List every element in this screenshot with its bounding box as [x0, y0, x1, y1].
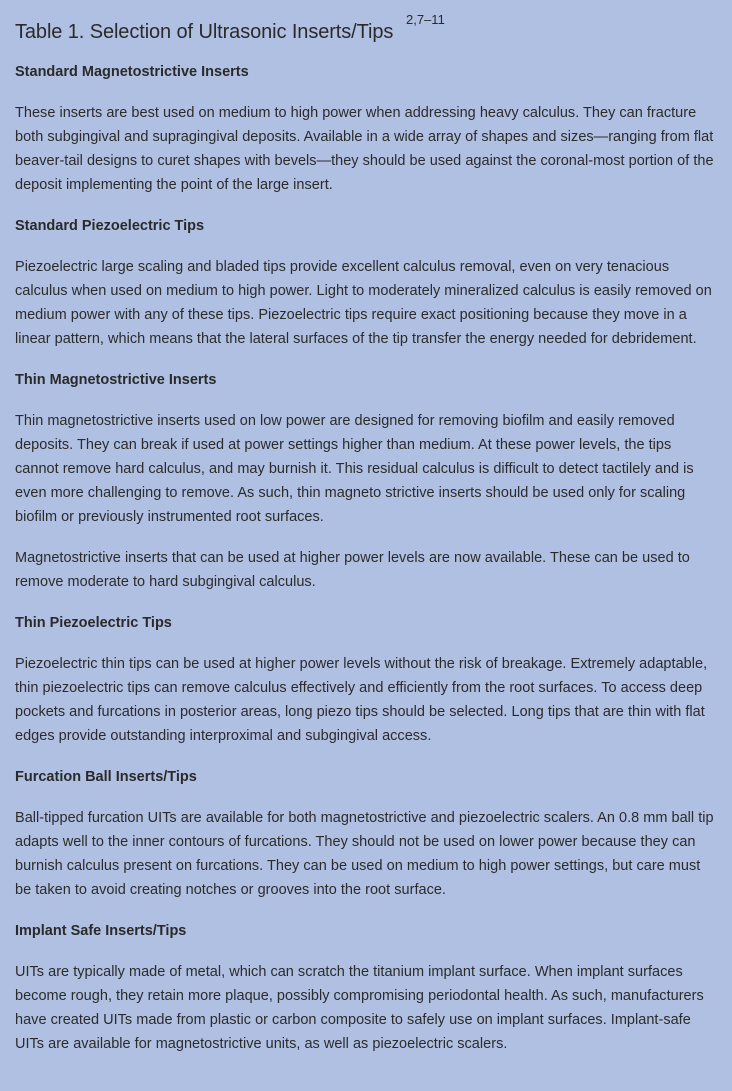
- section-paragraph: Magnetostrictive inserts that can be used at higher power levels are now available. These can be used to remove moderate to hard subgingival calculus.: [15, 550, 690, 590]
- section-paragraph: Piezoelectric large scaling and bladed tips provide excellent calculus removal, even on very tenacious calculus when used on medium to high power. Light to moderately mineralized calculus is easily removed on medium power with any of these tips. Piezoelectric tips require exact positioning because they move in a linear pattern, which means that the lateral surfaces of the tip transfer the energy needed for debridement.: [15, 259, 712, 347]
- section-standard-magnetostrictive: [15, 60, 718, 197]
- section-paragraph: UITs are typically made of metal, which can scratch the titanium implant surface. When implant surfaces become rough, they retain more plaque, possibly compromising periodontal health. As such, manufacturers have created UITs made from plastic or carbon composite to safely use on implant surfaces. Implant-safe UITs are available for magnetostrictive units, as well as piezoelectric scalers.: [15, 964, 704, 1052]
- section-heading: Thin Piezoelectric Tips: [15, 615, 172, 631]
- section-paragraph: Piezoelectric thin tips can be used at higher power levels without the risk of breakage. Extremely adaptable, thin piezoelectric tips can remove calculus effectively and efficiently from the root surfaces. To access deep pockets and furcations in posterior areas, long piezo tips should be selected. Long tips that are thin with flat edges provide outstanding interproximal and subgingival access.: [15, 656, 708, 744]
- title-reference-superscript: 2,7–11: [406, 12, 445, 27]
- section-thin-magnetostrictive: [15, 368, 718, 594]
- section-paragraph: Thin magnetostrictive inserts used on low power are designed for removing biofilm and easily removed deposits. They can break if used at power settings higher than medium. At these power levels, the tips cannot remove hard calculus, and may burnish it. This residual calculus is difficult to detect tactilely and is even more challenging to remove. As such, thin magneto strictive inserts should be used only for scaling biofilm or previously instrumented root surfaces.: [15, 413, 694, 525]
- section-implant-safe: [15, 919, 718, 1056]
- title-row: [15, 10, 718, 46]
- section-heading: Implant Safe Inserts/Tips: [15, 923, 187, 939]
- table-title: Table 1. Selection of Ultrasonic Inserts/Tips: [15, 21, 394, 43]
- section-standard-piezoelectric: [15, 214, 718, 351]
- section-thin-piezoelectric: [15, 611, 718, 748]
- section-paragraph: These inserts are best used on medium to high power when addressing heavy calculus. They can fracture both subgingival and supragingival deposits. Available in a wide array of shapes and sizes—ranging from flat beaver-tail designs to curet shapes with bevels—they should be used against the coronal-most portion of the deposit implementing the point of the large insert.: [15, 105, 714, 193]
- section-paragraph: Ball-tipped furcation UITs are available for both magnetostrictive and piezoelectric scalers. An 0.8 mm ball tip adapts well to the inner contours of furcations. They should not be used on lower power because they can burnish calculus present on furcations. They can be used on medium to high power settings, but care must be taken to avoid creating notches or grooves into the root surface.: [15, 810, 714, 898]
- section-heading: Standard Piezoelectric Tips: [15, 218, 205, 234]
- section-heading: Thin Magnetostrictive Inserts: [15, 372, 217, 388]
- section-heading: Furcation Ball Inserts/Tips: [15, 769, 197, 785]
- section-heading: Standard Magnetostrictive Inserts: [15, 64, 249, 80]
- section-furcation-ball: [15, 765, 718, 902]
